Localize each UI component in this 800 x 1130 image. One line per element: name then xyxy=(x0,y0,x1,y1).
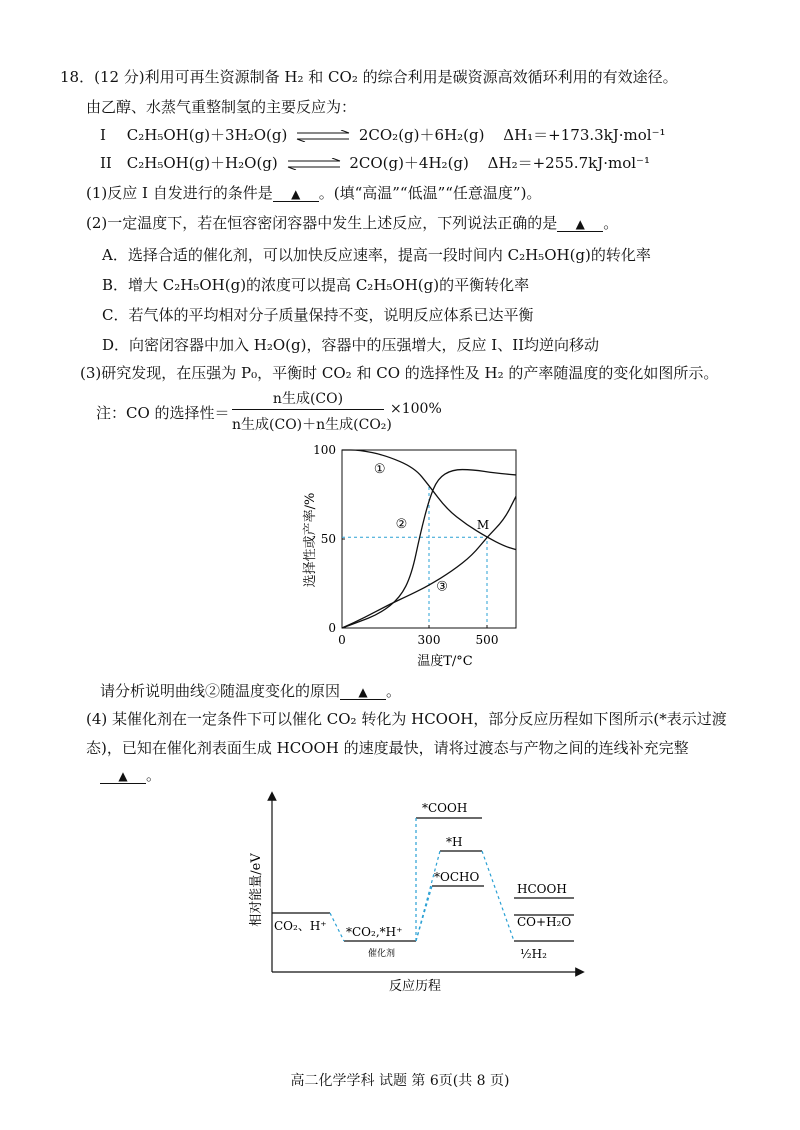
reaction-enthalpy: ΔH₁＝+173.3kJ·mol⁻¹ xyxy=(503,126,666,144)
level-ts1-label: *COOH xyxy=(422,801,468,815)
note-numerator: n生成(CO) xyxy=(272,391,344,407)
selectivity-chart xyxy=(290,440,540,670)
diagram-ylabel: 相对能量/eV xyxy=(249,853,264,927)
chart-series-label: ① xyxy=(373,461,386,477)
equilibrium-arrow-icon xyxy=(286,158,342,170)
part-3-question xyxy=(100,680,401,701)
transition-start-adsorbed xyxy=(330,913,344,941)
equilibrium-arrow-icon xyxy=(295,130,351,142)
option-d: D．向密闭容器中加入 H₂O(g)，容器中的压强增大，反应 I、II均逆向移动 xyxy=(102,336,600,354)
level-prod1-label: HCOOH xyxy=(517,882,567,896)
part-4-line-1: (4) 某催化剂在一定条件下可以催化 CO₂ 转化为 HCOOH，部分反应历程如下图所示(*表示过渡 xyxy=(86,710,727,728)
fraction-bar xyxy=(232,409,384,410)
reaction-label: II xyxy=(100,154,112,172)
chart-y-tick-label: 50 xyxy=(320,532,336,546)
option-c: C．若气体的平均相对分子质量保持不变，说明反应体系已达平衡 xyxy=(102,306,534,324)
part-2-suffix: 。 xyxy=(603,214,619,232)
reaction-products: 2CO(g)＋4H₂(g) xyxy=(349,154,469,172)
question-header-text: 利用可再生资源制备 H₂ 和 CO₂ 的综合利用是碳资源高效循环利用的有效途径。 xyxy=(144,68,678,86)
transition-to-ts3 xyxy=(416,886,432,941)
question-header xyxy=(60,66,678,87)
part-4-suffix: 。 xyxy=(146,766,162,784)
part-3: (3)研究发现，在压强为 P₀，平衡时 CO₂ 和 CO 的选择性及 H₂ 的产率随温度的变化如图所示。 xyxy=(80,364,719,382)
answer-blank[interactable]: ▲ xyxy=(557,217,603,232)
chart-x-tick-label: 300 xyxy=(417,633,441,647)
answer-blank[interactable]: ▲ xyxy=(340,685,386,700)
reaction-products: 2CO₂(g)＋6H₂(g) xyxy=(358,126,485,144)
note-multiplier: ×100% xyxy=(390,401,442,417)
part-1 xyxy=(86,182,541,203)
part-3-question-text: 请分析说明曲线②随温度变化的原因 xyxy=(100,682,341,700)
part-2 xyxy=(86,212,618,233)
chart-y-tick-label: 0 xyxy=(328,621,336,635)
level-catalyst-label: 催化剂 xyxy=(368,949,396,959)
reaction-enthalpy: ΔH₂＝+255.7kJ·mol⁻¹ xyxy=(487,154,650,172)
part-2-text: (2)一定温度下，若在恒容密闭容器中发生上述反应，下列说法正确的是 xyxy=(86,214,558,232)
level-prod3-label: ½H₂ xyxy=(520,947,547,961)
part-4-answer xyxy=(100,764,161,785)
transition-ts2-prod3 xyxy=(482,851,514,941)
chart-xlabel: 温度T/°C xyxy=(417,654,473,669)
answer-blank[interactable]: ▲ xyxy=(273,187,319,202)
level-ts3-label: *OCHO xyxy=(434,870,480,884)
note-label: 注：CO 的选择性＝ xyxy=(96,404,230,422)
option-b: B．增大 C₂H₅OH(g)的浓度可以提高 C₂H₅OH(g)的平衡转化率 xyxy=(102,276,530,294)
question-number: 18． xyxy=(60,68,95,86)
part-3-question-suffix: 。 xyxy=(386,682,402,700)
part-1-text: (1)反应 I 自发进行的条件是 xyxy=(86,184,273,202)
level-start-label: CO₂、H⁺ xyxy=(274,919,327,933)
chart-x-tick-label: 0 xyxy=(338,633,346,647)
level-prod2-label: CO+H₂O xyxy=(517,915,572,929)
energy-diagram xyxy=(240,790,600,1000)
chart-point-m-label: M xyxy=(476,518,490,533)
page-footer: 高二化学学科 试题 第 6页(共 8 页) xyxy=(290,1073,510,1089)
reaction-2 xyxy=(100,152,650,173)
diagram-xlabel: 反应历程 xyxy=(388,979,442,994)
part-1-suffix: 。(填“高温”“低温”“任意温度”)。 xyxy=(318,184,542,202)
note-denominator: n生成(CO)＋n生成(CO₂) xyxy=(232,417,392,433)
option-a: A．选择合适的催化剂，可以加快反应速率，提高一段时间内 C₂H₅OH(g)的转化率 xyxy=(102,246,651,264)
reaction-reactants: C₂H₅OH(g)＋3H₂O(g) xyxy=(126,126,288,144)
chart-series-label: ③ xyxy=(436,579,448,595)
level-ts2-label: *H xyxy=(446,835,463,849)
chart-ylabel: 选择性或产率/% xyxy=(303,492,318,588)
chart-x-tick-label: 500 xyxy=(475,633,499,647)
chart-series-label: ② xyxy=(395,516,408,532)
question-intro: 由乙醇、水蒸气重整制氢的主要反应为： xyxy=(86,98,357,116)
question-points: (12 分) xyxy=(94,68,145,86)
chart-y-tick-label: 100 xyxy=(313,443,336,457)
answer-blank[interactable]: ▲ xyxy=(100,769,146,784)
level-adsorbed-label: *CO₂,*H⁺ xyxy=(346,925,403,939)
reaction-label: I xyxy=(100,126,106,144)
reaction-1 xyxy=(100,124,666,145)
part-4-line-2: 态)，已知在催化剂表面生成 HCOOH 的速度最快，请将过渡态与产物之间的连线补充完整 xyxy=(86,739,689,757)
reaction-reactants: C₂H₅OH(g)＋H₂O(g) xyxy=(126,154,278,172)
